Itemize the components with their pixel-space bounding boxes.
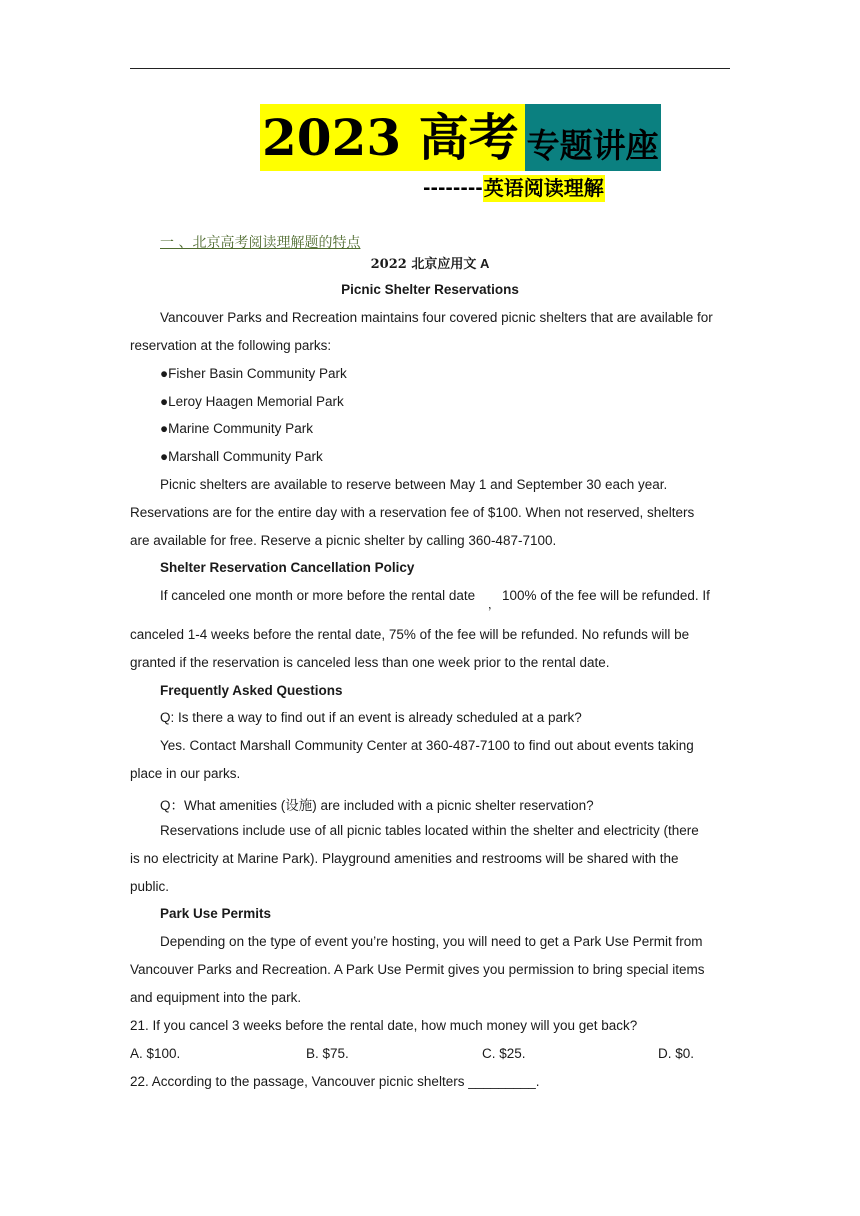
permits-line-2: Vancouver Parks and Recreation. A Park Use Permit gives you permission to bring special items <box>130 962 705 977</box>
cancellation-line-3: granted if the reservation is canceled less than one week prior to the rental date. <box>130 655 610 670</box>
passage-source <box>0 253 860 272</box>
question-21-option-d: D. $0. <box>658 1046 695 1061</box>
top-rule <box>130 68 730 69</box>
faq-answer-1-line-1: Yes. Contact Marshall Community Center at 360-487-7100 to find out about events taking <box>160 738 694 753</box>
passage-source-letter: A <box>476 256 490 271</box>
intro-line-2: reservation at the following parks: <box>130 338 332 353</box>
availability-line-3: are available for free. Reserve a picnic shelter by calling 360-487-7100. <box>130 533 557 548</box>
cancellation-heading: Shelter Reservation Cancellation Policy <box>160 560 415 575</box>
question-21-option-b: B. $75. <box>306 1046 349 1061</box>
passage-source-text: 2022 北京应用文 <box>370 257 477 272</box>
question-21-option-c: C. $25. <box>482 1046 526 1061</box>
faq-question-2-cn: 设施 <box>285 798 313 814</box>
cancellation-comma: ， <box>488 599 499 611</box>
park-item-4: ●Marshall Community Park <box>160 449 323 464</box>
question-21-option-a: A. $100. <box>130 1046 181 1061</box>
faq-heading: Frequently Asked Questions <box>160 683 343 698</box>
faq-answer-2-line-3: public. <box>130 879 170 894</box>
faq-question-2-part-b: ) are included with a picnic shelter reservation? <box>312 798 594 813</box>
park-item-3: ●Marine Community Park <box>160 421 313 436</box>
cancellation-line-2: canceled 1-4 weeks before the rental date, 75% of the fee will be refunded. No refunds will be <box>130 627 690 642</box>
park-item-2: ●Leroy Haagen Memorial Park <box>160 394 344 409</box>
title-year: 2023 高考 <box>260 104 525 171</box>
faq-question-1: Q: Is there a way to find out if an event is already scheduled at a park? <box>160 710 582 725</box>
faq-answer-2-line-1: Reservations include use of all picnic tables located within the shelter and electricity (there <box>160 823 699 838</box>
question-22: 22. According to the passage, Vancouver picnic shelters _________. <box>130 1074 540 1089</box>
cancellation-line-1a: If canceled one month or more before the rental date <box>160 588 476 603</box>
permits-heading: Park Use Permits <box>160 906 272 921</box>
cancellation-line-1b: 100% of the fee will be refunded. If <box>502 588 710 603</box>
permits-line-1: Depending on the type of event you’re hosting, you will need to get a Park Use Permit from <box>160 934 703 949</box>
subtitle: 英语阅读理解 <box>483 176 604 200</box>
title-topic: 专题讲座 <box>525 104 661 171</box>
faq-answer-2-line-2: is no electricity at Marine Park). Playground amenities and restrooms will be shared with the <box>130 851 679 866</box>
question-21: 21. If you cancel 3 weeks before the rental date, how much money will you get back? <box>130 1018 638 1033</box>
passage-title: Picnic Shelter Reservations <box>341 282 519 297</box>
subtitle-row <box>423 175 605 202</box>
title-banner <box>260 104 661 171</box>
faq-question-2-part-a: Q：What amenities ( <box>160 798 286 813</box>
subtitle-dashes: -------- <box>423 178 483 199</box>
faq-question-2 <box>160 794 594 814</box>
permits-line-3: and equipment into the park. <box>130 990 302 1005</box>
availability-line-2: Reservations are for the entire day with a reservation fee of $100. When not reserved, shelters <box>130 505 695 520</box>
intro-line-1: Vancouver Parks and Recreation maintains four covered picnic shelters that are available for <box>160 310 713 325</box>
faq-answer-1-line-2: place in our parks. <box>130 766 241 781</box>
section-heading: 一 、北京高考阅读理解题的特点 <box>160 235 361 251</box>
availability-line-1: Picnic shelters are available to reserve between May 1 and September 30 each year. <box>160 477 668 492</box>
park-item-1: ●Fisher Basin Community Park <box>160 366 347 381</box>
